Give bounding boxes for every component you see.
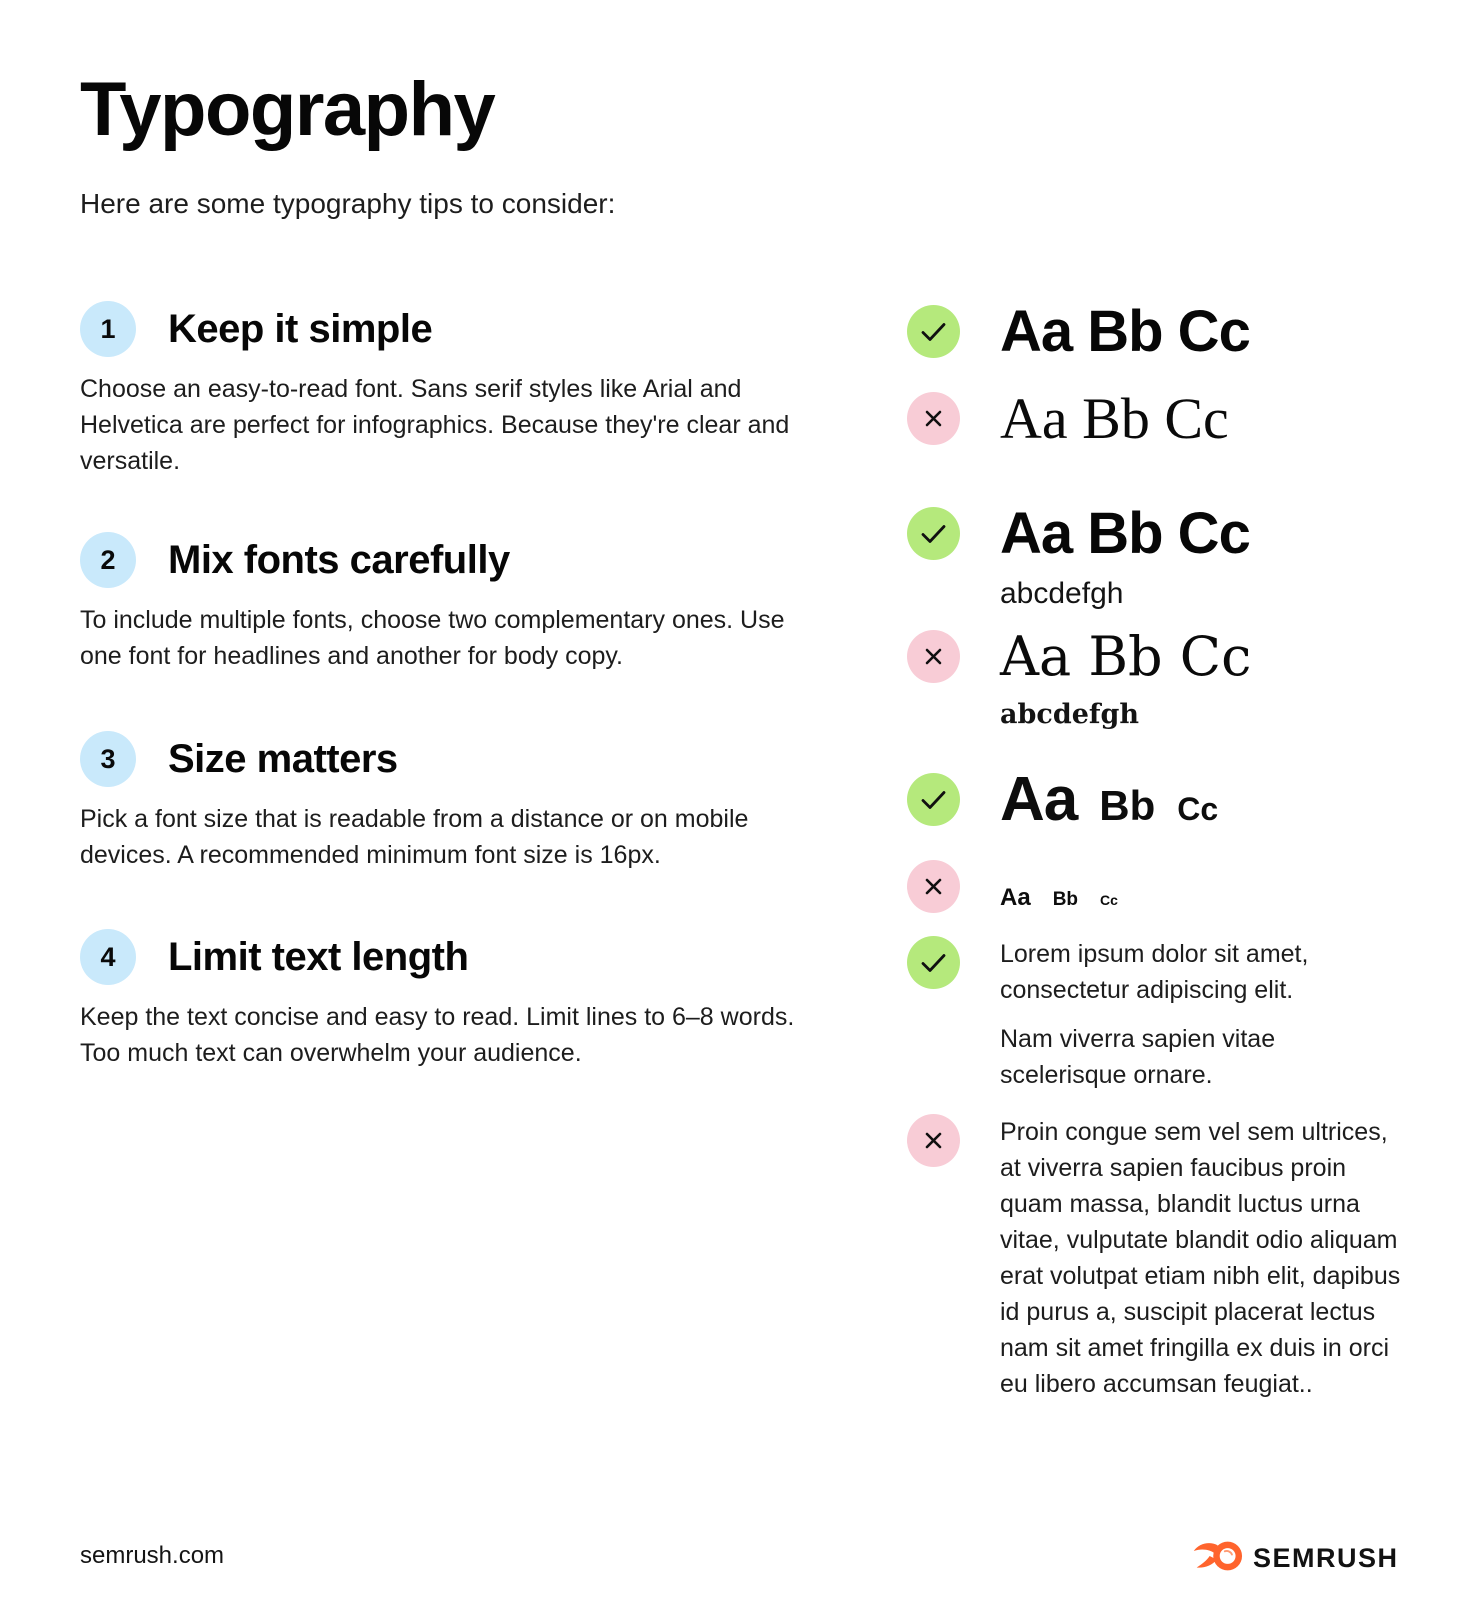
tip-keep-it-simple <box>80 301 830 479</box>
tip-number: 4 <box>100 941 116 972</box>
font-sample-sans: Aa Bb Cc <box>1000 299 1250 364</box>
tip-number: 2 <box>100 544 116 575</box>
short-text-sample <box>1000 936 1335 1093</box>
tip-mix-fonts-carefully <box>80 532 830 674</box>
mixing-heading-sample: Aa Bb Cc <box>1000 501 1250 566</box>
tip-title: Size matters <box>168 736 398 781</box>
size-sample-small: Cc <box>1100 892 1118 908</box>
example-length-bad <box>907 1114 1405 1402</box>
example-font-bad <box>907 386 1229 451</box>
tip-body: To include multiple fonts, choose two complementary ones. Use one font for headlines and another for body copy. <box>80 606 785 670</box>
size-sample-small: Cc <box>1177 791 1219 827</box>
mixing-body-sample: abcdefgh <box>1000 577 1124 610</box>
tip-number: 1 <box>100 313 116 344</box>
size-sample-large: Aa <box>1000 765 1078 834</box>
tip-number-badge <box>80 929 136 985</box>
tip-title: Limit text length <box>168 934 469 979</box>
x-icon <box>907 392 960 445</box>
example-length-good <box>907 936 1335 1093</box>
tip-limit-text-length <box>80 929 830 1071</box>
tip-body: Choose an easy-to-read font. Sans serif styles like Arial and Helvetica are perfect for infographics. Because they're clear and versatile. <box>80 375 790 475</box>
tip-title: Keep it simple <box>168 306 433 351</box>
tip-number: 3 <box>100 743 116 774</box>
x-icon <box>907 860 960 913</box>
check-icon <box>907 773 960 826</box>
page-subtitle: Here are some typography tips to consider: <box>80 188 616 219</box>
font-sample-serif: Aa Bb Cc <box>1000 386 1229 451</box>
tip-number-badge <box>80 532 136 588</box>
size-sample-large: Aa <box>1000 884 1031 911</box>
short-text-paragraph: Nam viverra sapien vitae scelerisque ornare. <box>1000 1025 1276 1089</box>
tip-number-badge <box>80 301 136 357</box>
semrush-logo <box>1193 1538 1399 1579</box>
tip-size-matters <box>80 731 830 873</box>
size-sample-medium: Bb <box>1052 889 1079 910</box>
semrush-wordmark: SEMRUSH <box>1253 1543 1399 1573</box>
example-mixing-bad <box>907 625 1252 730</box>
size-sample-medium: Bb <box>1099 782 1156 829</box>
x-icon <box>907 630 960 683</box>
long-text-paragraph: Proin congue sem vel sem ultrices, at viverra sapien faucibus proin quam massa, blandit luctus urna vitae, vulputate blandit odio aliquam erat volutpat etiam nibh elit, dapibus id purus a, suscipit placerat lectus nam sit amet fringilla ex duis in orci eu libero accumsan feugiat.. <box>1000 1118 1401 1398</box>
long-text-sample <box>1000 1114 1405 1402</box>
mixing-body-sample: abcdefgh <box>1000 699 1139 730</box>
check-icon <box>907 305 960 358</box>
tip-title: Mix fonts carefully <box>168 537 510 582</box>
mixing-heading-sample: Aa Bb Cc <box>1000 625 1252 688</box>
tip-body: Keep the text concise and easy to read. Limit lines to 6–8 words. Too much text can overwhelm your audience. <box>80 1003 795 1067</box>
footer-site-url: semrush.com <box>80 1542 225 1569</box>
tip-number-badge <box>80 731 136 787</box>
check-icon <box>907 936 960 989</box>
example-sizes-good <box>907 765 1219 834</box>
tip-body: Pick a font size that is readable from a distance or on mobile devices. A recommended minimum font size is 16px. <box>80 805 749 869</box>
x-icon <box>907 1114 960 1167</box>
check-icon <box>907 507 960 560</box>
example-mixing-good <box>907 501 1250 611</box>
short-text-paragraph: Lorem ipsum dolor sit amet, consectetur adipiscing elit. <box>1000 940 1309 1004</box>
example-font-good <box>907 299 1250 364</box>
semrush-flame-icon <box>1193 1538 1245 1579</box>
page-title: Typography <box>80 67 495 152</box>
example-sizes-bad <box>907 860 1118 913</box>
